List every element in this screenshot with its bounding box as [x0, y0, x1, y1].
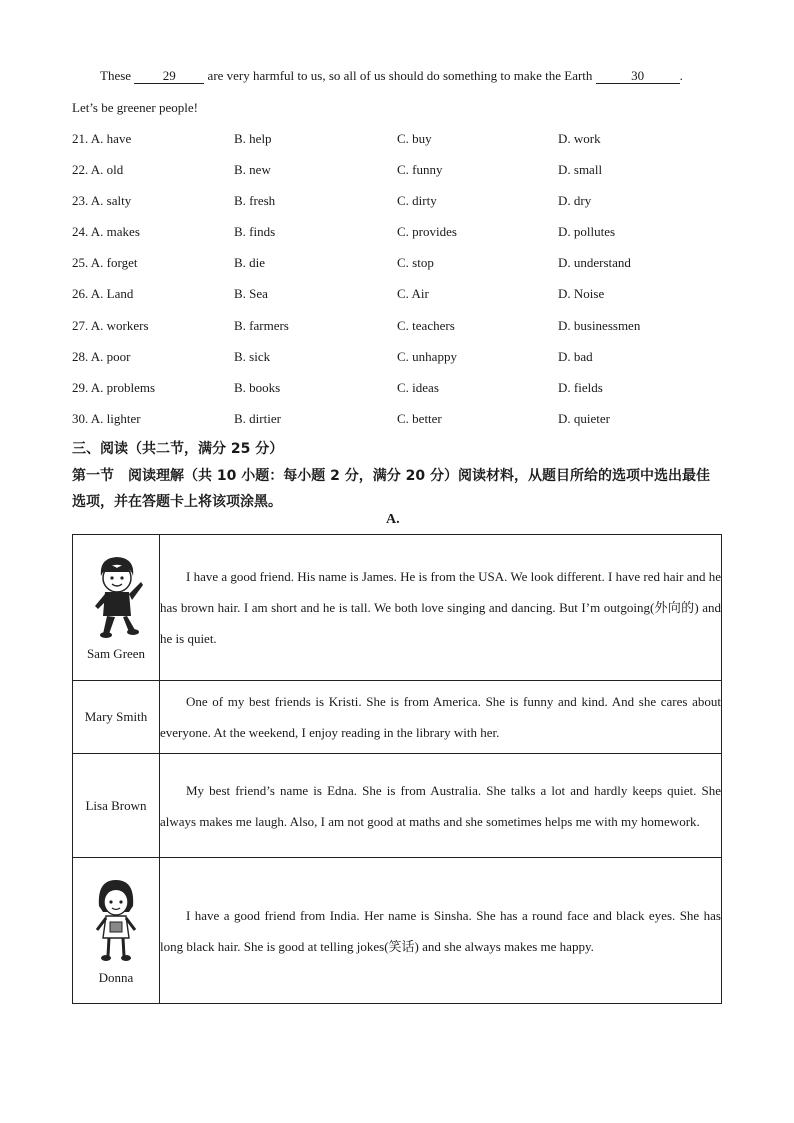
friend-name: Lisa Brown — [85, 797, 147, 813]
option-a: 25. A. forget — [72, 255, 138, 271]
passage-label: A. — [386, 512, 400, 527]
blank-29: 29 — [134, 69, 204, 84]
option-c: C. dirty — [397, 193, 437, 209]
option-d: D. pollutes — [558, 224, 616, 240]
table-row — [73, 858, 722, 1004]
cloze-sentence — [100, 68, 683, 84]
option-c: C. buy — [397, 131, 432, 146]
option-a: 29. A. problems — [72, 379, 156, 395]
table-row — [73, 681, 722, 754]
option-row — [72, 131, 732, 162]
option-d: D. work — [558, 131, 601, 146]
option-a: 28. A. poor — [72, 348, 131, 364]
option-b: B. books — [234, 379, 281, 395]
sentence-start: These — [100, 68, 132, 83]
option-c: C. provides — [397, 224, 457, 240]
option-b: B. dirtier — [234, 410, 281, 426]
section-title: 三、阅读（共二节，满分 25 分） — [72, 441, 284, 457]
option-c: C. teachers — [397, 317, 455, 333]
blank-30: 30 — [596, 69, 680, 84]
friend-name: Mary Smith — [84, 709, 148, 724]
option-a: 30. A. lighter — [72, 410, 141, 426]
option-a: 21. A. have — [72, 131, 132, 146]
friend-description: One of my best friends is Kristi. She is from America. She is funny and kind. And she cares about everyone. At the weekend, I enjoy reading in the library with her. — [160, 681, 722, 754]
friend-description: My best friend’s name is Edna. She is from Australia. She talks a lot and hardly keeps quiet. She always makes me laugh. Also, I am not good at maths and she sometimes helps me with my homework. — [160, 754, 722, 858]
name-cell — [73, 858, 160, 1004]
option-d: D. small — [558, 162, 603, 178]
option-a: 27. A. workers — [72, 317, 149, 333]
option-d: D. dry — [558, 193, 592, 209]
girl-cartoon-icon — [91, 876, 141, 964]
option-d: D. bad — [558, 348, 593, 364]
options-list — [72, 131, 732, 442]
option-c: C. stop — [397, 255, 434, 271]
friend-name: Sam Green — [86, 645, 146, 661]
option-c: C. unhappy — [397, 348, 457, 364]
option-c: C. better — [397, 410, 442, 426]
option-a: 22. A. old — [72, 162, 124, 178]
option-b: B. die — [234, 255, 266, 271]
option-row — [72, 380, 732, 411]
option-d: D. fields — [558, 379, 603, 395]
option-b: B. Sea — [234, 286, 268, 302]
option-row — [72, 255, 732, 286]
option-row — [72, 349, 732, 380]
option-row — [72, 224, 732, 255]
name-cell — [73, 754, 160, 858]
option-b: B. farmers — [234, 317, 289, 333]
option-row — [72, 318, 732, 349]
name-cell — [73, 535, 160, 681]
option-d: D. understand — [558, 255, 631, 271]
sentence-end: . — [679, 68, 683, 83]
option-a: 23. A. salty — [72, 193, 132, 209]
option-row — [72, 193, 732, 224]
option-b: B. new — [234, 162, 271, 178]
option-c: C. Air — [397, 286, 429, 302]
option-c: C. funny — [397, 162, 443, 178]
option-d: D. Noise — [558, 286, 605, 302]
option-c: C. ideas — [397, 379, 439, 395]
friend-description: I have a good friend from India. Her name is Sinsha. She has a round face and black eyes. She has long black hair. She is good at telling jokes(笑话) and she always makes me happy. — [160, 858, 722, 1004]
option-b: B. fresh — [234, 193, 276, 209]
option-a: 26. A. Land — [72, 286, 134, 302]
friend-description: I have a good friend. His name is James. He is from the USA. We look different. I have red hair and he has brown hair. I am short and he is tall. We both love singing and dancing. But I’m outgoing(外向的) and he is quiet. — [160, 535, 722, 681]
option-d: D. quieter — [558, 410, 610, 426]
option-b: B. help — [234, 131, 272, 146]
option-a: 24. A. makes — [72, 224, 140, 240]
table-row — [73, 754, 722, 858]
section-instructions: 第一节 阅读理解（共 10 小题：每小题 2 分，满分 20 分）阅读材料，从题目所给的选项中选出最佳选项，并在答题卡上将该项涂黑。 — [72, 468, 710, 510]
sentence-middle: are very harmful to us, so all of us should do something to make the Earth — [207, 68, 593, 83]
friends-table — [72, 534, 722, 1004]
option-row — [72, 286, 732, 317]
option-b: B. sick — [234, 348, 271, 364]
table-row — [73, 535, 722, 681]
option-d: D. businessmen — [558, 317, 641, 333]
boy-cartoon-icon — [87, 554, 145, 640]
option-row — [72, 162, 732, 193]
cloze-closing-line: Let’s be greener people! — [72, 100, 198, 115]
option-b: B. finds — [234, 224, 276, 240]
friend-name: Donna — [98, 969, 134, 985]
name-cell — [73, 681, 160, 754]
